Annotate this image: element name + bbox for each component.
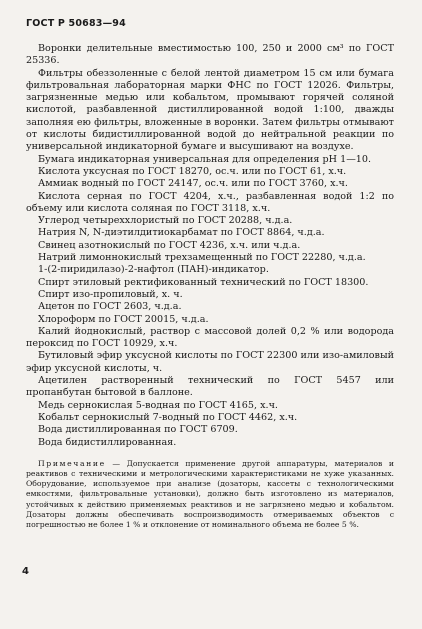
- paragraph-funnels: Воронки делительные вместимостью 100, 250 и 2000 см³ по ГОСТ 25336.: [26, 43, 394, 67]
- paragraph-acetic-acid: Кислота уксусная по ГОСТ 18270, ос.ч. или по ГОСТ 61, х.ч.: [38, 165, 347, 177]
- note-label: Примечание: [38, 458, 106, 468]
- note-text: — Допускается применение другой аппаратуры, материалов и реактивов с техническими и метрологическими характеристиками не хуже указанных. Оборудование, используемое при анализе (дозаторы, кассеты с технологическими емкостями, фильтровальные установки), должно быть изготовлено из материалов, устойчивых к действию применяемых реактивов и не загрязнено медью и кобальтом. Дозаторы должны обеспечивать воспроизводимость отмериваемых объектов с погрешностью не более 1 % и отклонение от номинального объема не более 5 %.: [26, 458, 394, 530]
- paragraph-ammonia: Аммиак водный по ГОСТ 24147, ос.ч. или по ГОСТ 3760, х.ч.: [38, 178, 348, 190]
- paragraph-indicator-paper: Бумага индикаторная универсальная для определения рН 1—10.: [38, 153, 372, 165]
- paragraph-distilled-water: Вода дистиллированная по ГОСТ 6709.: [38, 424, 238, 436]
- paragraph-bidistilled-water: Вода бидистиллированная.: [38, 436, 177, 448]
- paragraph-lead-nitrate: Свинец азотнокислый по ГОСТ 4236, х.ч. или ч.д.а.: [38, 239, 301, 251]
- paragraph-butyl-acetate: Бутиловый эфир уксусной кислоты по ГОСТ 22300 или изо-амиловый эфир уксусной кислоты, ч.: [26, 350, 394, 374]
- paragraph-carbon-tetrachloride: Углерод четыреххлористый по ГОСТ 20288, ч.д.а.: [38, 215, 293, 227]
- paragraph-pan-indicator: 1-(2-пиридилазо)-2-нафтол (ПАН)-индикатор.: [38, 264, 269, 276]
- paragraph-isopropanol: Спирт изо-пропиловый, х. ч.: [38, 288, 183, 300]
- paragraph-filters: Фильтры обеззоленные с белой лентой диаметром 15 см или бумага фильтровальная лабораторная марки ФНС по ГОСТ 12026. Фильтры, загрязненные медью или кобальтом, промывают горячей соляной кислотой, разбавленной дистиллированной водой 1:100, дважды заполняя ею фильтры, вложенные в воронки. Затем фильтры отмывают от кислоты бидистиллированной водой до нейтральной реакции по универсальной индикаторной бумаге и высушивают на воздухе.: [26, 67, 394, 153]
- paragraph-sodium-citrate: Натрий лимоннокислый трехзамещенный по ГОСТ 22280, ч.д.а.: [38, 252, 366, 264]
- paragraph-cobalt-sulfate: Кобальт сернокислый 7-водный по ГОСТ 4462, х.ч.: [38, 411, 298, 423]
- paragraph-acetone: Ацетон по ГОСТ 2603, ч.д.а.: [38, 301, 182, 313]
- paragraph-sodium-dtc: Натрия N, N-диэтилдитиокарбамат по ГОСТ 8864, ч.д.а.: [38, 227, 325, 239]
- standard-header: ГОСТ Р 50683—94: [26, 18, 126, 29]
- note-block: [26, 459, 394, 530]
- paragraph-ethanol: Спирт этиловый ректификованный технический по ГОСТ 18300.: [38, 276, 369, 288]
- paragraph-sulfuric-acid: Кислота серная по ГОСТ 4204, х.ч., разбавленная водой 1:2 по объему или кислота соляная по ГОСТ 3118, х.ч.: [26, 190, 394, 214]
- paragraph-potassium-iodate: Калий йоднокислый, раствор с массовой долей 0,2 % или водорода пероксид по ГОСТ 10929, х.ч.: [26, 325, 394, 350]
- paragraph-copper-sulfate: Медь сернокислая 5-водная по ГОСТ 4165, х.ч.: [38, 399, 278, 411]
- page-number: 4: [22, 566, 29, 577]
- paragraph-acetylene: Ацетилен растворенный технический по ГОСТ 5457 или пропанбутан бытовой в баллоне.: [26, 375, 394, 399]
- body-text: [26, 43, 394, 449]
- paragraph-chloroform: Хлороформ по ГОСТ 20015, ч.д.а.: [38, 313, 209, 325]
